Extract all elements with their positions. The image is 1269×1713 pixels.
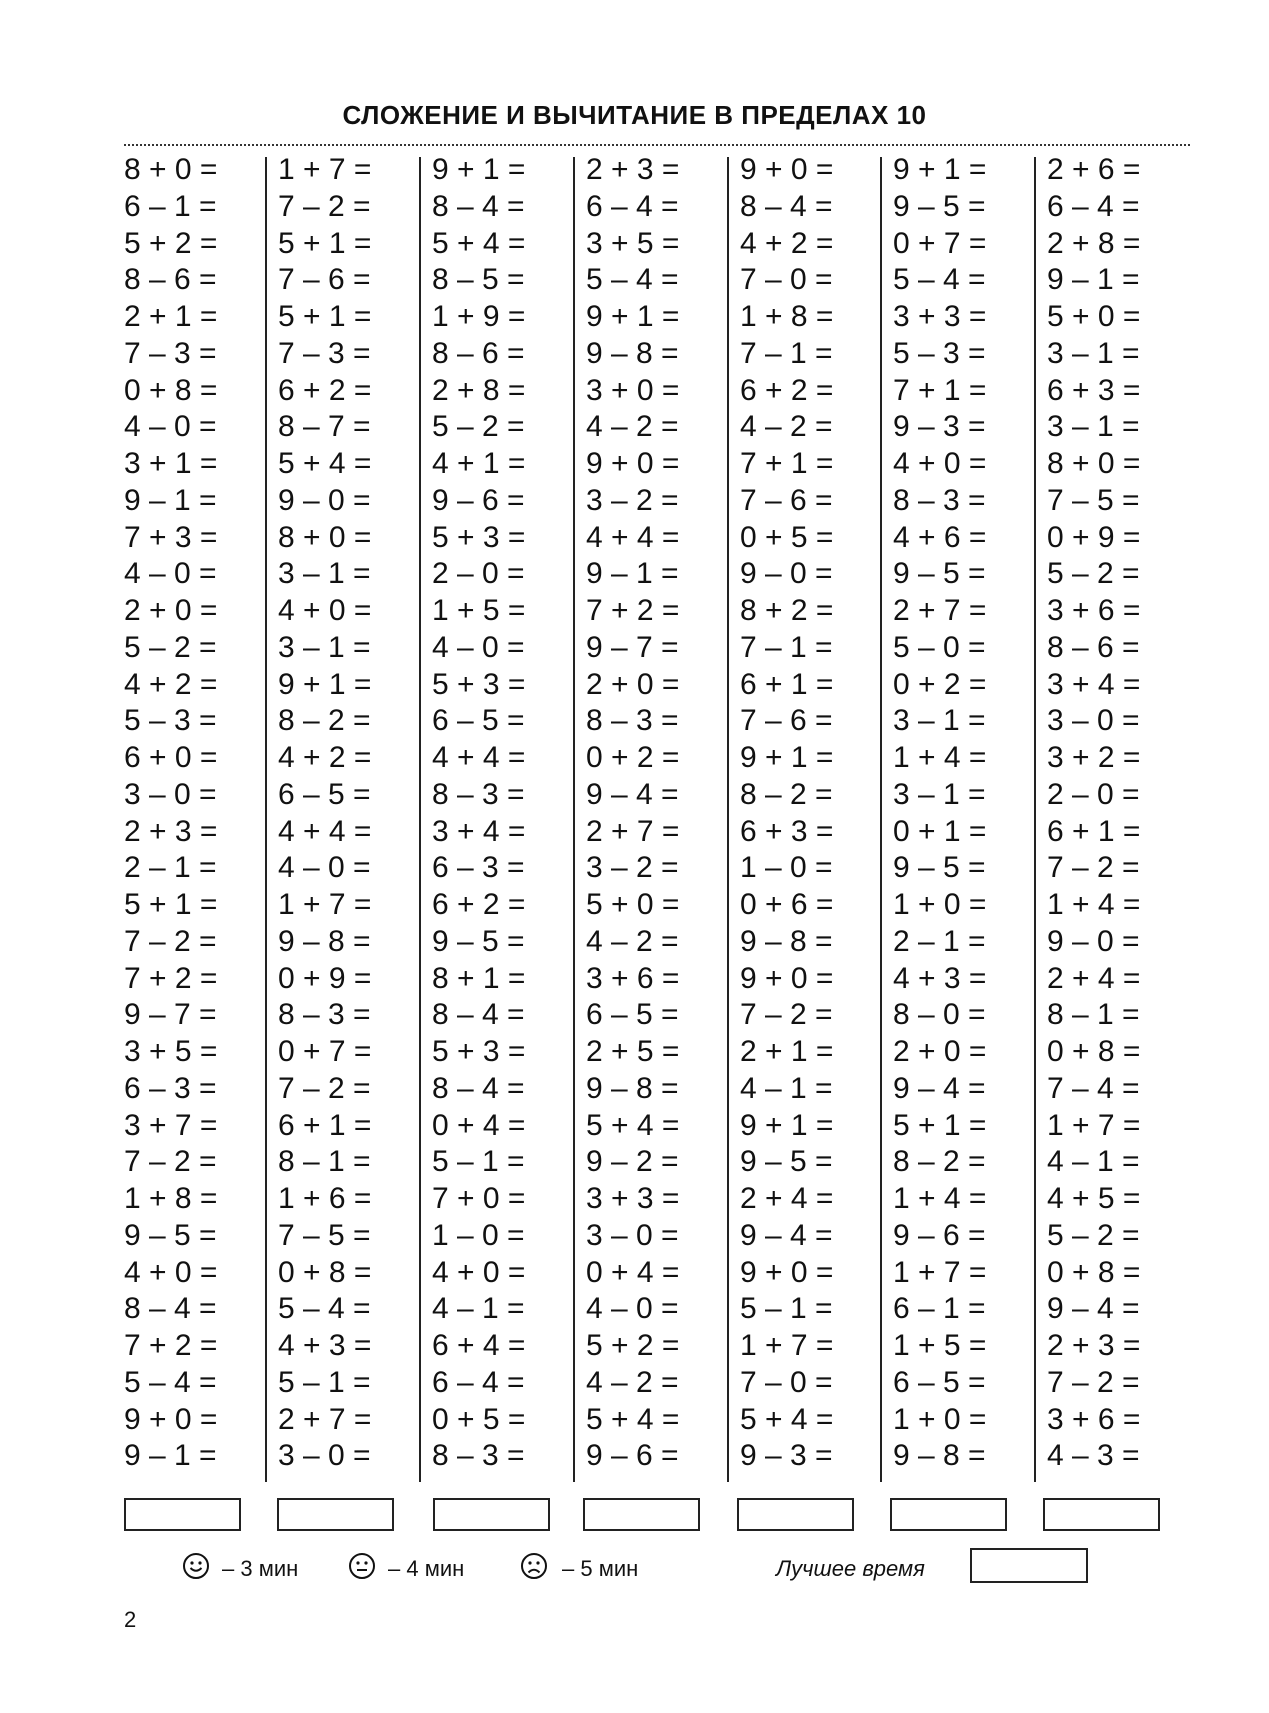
exercise-item[interactable]: 9 – 1 = bbox=[124, 1439, 217, 1473]
exercise-item[interactable]: 2 – 1 = bbox=[124, 851, 217, 885]
exercise-item[interactable]: 8 + 2 = bbox=[740, 594, 834, 627]
exercise-item[interactable]: 9 + 0 = bbox=[740, 961, 834, 995]
exercise-item[interactable]: 9 + 1 = bbox=[740, 741, 834, 774]
exercise-item[interactable]: 5 – 4 = bbox=[278, 1292, 371, 1326]
exercise-item[interactable]: 7 – 3 = bbox=[278, 336, 371, 370]
exercise-item[interactable]: 9 + 1 = bbox=[586, 300, 680, 333]
exercise-item[interactable]: 9 – 8 = bbox=[740, 924, 833, 958]
exercise-item[interactable]: 4 – 0 = bbox=[278, 851, 371, 885]
exercise-item[interactable]: 5 – 2 = bbox=[124, 630, 217, 664]
exercise-item[interactable]: 1 + 7 = bbox=[740, 1329, 834, 1362]
exercise-item[interactable]: 5 – 2 = bbox=[1047, 557, 1140, 591]
exercise-item[interactable]: 0 + 4 = bbox=[432, 1108, 526, 1142]
exercise-item[interactable]: 8 – 4 = bbox=[432, 189, 525, 223]
exercise-item[interactable]: 2 + 7 = bbox=[893, 594, 987, 627]
exercise-item[interactable]: 1 + 5 = bbox=[893, 1329, 987, 1362]
exercise-item[interactable]: 8 – 4 = bbox=[432, 998, 525, 1032]
exercise-item[interactable]: 5 + 2 = bbox=[124, 226, 218, 260]
exercise-item[interactable]: 6 – 4 = bbox=[586, 189, 679, 223]
page-number: 2 bbox=[124, 1607, 137, 1632]
exercise-item[interactable]: 4 + 0 = bbox=[432, 1255, 526, 1289]
exercise-item[interactable]: 3 + 3 = bbox=[586, 1182, 680, 1215]
neutral-face-icon bbox=[348, 1552, 376, 1580]
exercise-item[interactable]: 7 – 2 = bbox=[740, 998, 833, 1032]
exercise-item[interactable]: 2 + 8 = bbox=[1047, 226, 1141, 260]
exercise-item[interactable]: 1 – 0 = bbox=[432, 1218, 525, 1252]
exercise-item[interactable]: 7 – 5 = bbox=[1047, 483, 1140, 517]
exercise-item[interactable]: 3 – 1 = bbox=[893, 777, 986, 811]
exercise-item[interactable]: 7 – 2 = bbox=[1047, 1365, 1140, 1399]
exercise-item[interactable]: 9 – 5 = bbox=[740, 1145, 833, 1179]
exercise-item[interactable]: 0 + 5 = bbox=[432, 1402, 526, 1436]
exercise-item[interactable]: 1 – 0 = bbox=[740, 851, 833, 885]
exercise-item[interactable]: 9 – 6 = bbox=[893, 1218, 986, 1252]
exercise-item[interactable]: 2 + 0 = bbox=[124, 594, 218, 627]
exercise-item[interactable]: 3 – 1 = bbox=[1047, 410, 1140, 444]
exercise-item[interactable]: 9 – 4 = bbox=[893, 1071, 986, 1105]
exercise-item[interactable]: 1 + 0 = bbox=[893, 1402, 987, 1436]
exercise-item[interactable]: 6 + 4 = bbox=[432, 1329, 526, 1362]
exercise-item[interactable]: 0 + 1 = bbox=[893, 814, 987, 848]
exercise-item[interactable]: 8 – 0 = bbox=[893, 998, 986, 1032]
exercise-item[interactable]: 8 + 1 = bbox=[432, 961, 526, 995]
exercise-item[interactable]: 4 – 2 = bbox=[586, 410, 679, 444]
exercise-item[interactable]: 3 + 6 = bbox=[1047, 594, 1141, 627]
exercise-item[interactable]: 2 + 0 = bbox=[586, 667, 680, 701]
exercise-item[interactable]: 5 + 2 = bbox=[586, 1329, 680, 1362]
exercise-item[interactable]: 9 – 7 = bbox=[586, 630, 679, 664]
exercise-item[interactable]: 7 + 1 = bbox=[740, 447, 834, 480]
exercise-item[interactable]: 7 + 2 = bbox=[124, 1329, 218, 1362]
exercise-item[interactable]: 3 – 1 = bbox=[278, 630, 371, 664]
exercise-item[interactable]: 5 – 2 = bbox=[1047, 1218, 1140, 1252]
exercise-item[interactable]: 5 + 0 = bbox=[1047, 300, 1141, 333]
exercise-item[interactable]: 2 + 4 = bbox=[1047, 961, 1141, 995]
column-separator bbox=[727, 157, 729, 1482]
exercise-item[interactable]: 6 – 5 = bbox=[586, 998, 679, 1032]
exercise-item[interactable]: 9 + 1 = bbox=[432, 153, 526, 186]
exercise-item[interactable]: 6 – 5 = bbox=[278, 777, 371, 811]
column-separator bbox=[419, 157, 421, 1482]
exercise-item[interactable]: 4 + 3 = bbox=[278, 1329, 372, 1362]
exercise-item[interactable]: 8 + 0 = bbox=[278, 520, 372, 554]
exercise-item[interactable]: 4 – 0 = bbox=[124, 557, 217, 591]
exercise-item[interactable]: 8 – 2 = bbox=[893, 1145, 986, 1179]
exercise-item[interactable]: 3 + 4 = bbox=[432, 814, 526, 848]
column-separator bbox=[880, 157, 882, 1482]
exercise-item[interactable]: 8 – 4 = bbox=[432, 1071, 525, 1105]
exercise-item[interactable]: 8 – 3 = bbox=[432, 1439, 525, 1473]
exercise-item[interactable]: 6 – 3 = bbox=[124, 1071, 217, 1105]
exercise-item[interactable]: 8 – 1 = bbox=[278, 1145, 371, 1179]
exercise-item[interactable]: 4 – 1 = bbox=[432, 1292, 525, 1326]
exercise-item[interactable]: 1 + 7 = bbox=[278, 888, 372, 921]
exercise-item[interactable]: 9 – 5 = bbox=[893, 851, 986, 885]
exercise-item[interactable]: 4 + 0 = bbox=[278, 594, 372, 627]
exercise-item[interactable]: 9 + 0 = bbox=[124, 1402, 218, 1436]
exercise-item[interactable]: 5 + 3 = bbox=[432, 520, 526, 554]
exercise-item[interactable]: 4 – 0 = bbox=[124, 410, 217, 444]
exercise-item[interactable]: 9 + 0 = bbox=[586, 447, 680, 480]
exercise-item[interactable]: 5 + 4 = bbox=[586, 1108, 680, 1142]
exercise-item[interactable]: 8 – 6 = bbox=[1047, 630, 1140, 664]
exercise-item[interactable]: 4 – 1 = bbox=[740, 1071, 833, 1105]
exercise-item[interactable]: 3 + 1 = bbox=[124, 447, 218, 480]
exercise-item[interactable]: 2 – 1 = bbox=[893, 924, 986, 958]
exercise-item[interactable]: 7 – 0 = bbox=[740, 1365, 833, 1399]
exercise-item[interactable]: 8 – 3 = bbox=[278, 998, 371, 1032]
exercise-item[interactable]: 6 + 2 = bbox=[432, 888, 526, 921]
exercise-item[interactable]: 2 + 7 = bbox=[278, 1402, 372, 1436]
exercise-item[interactable]: 3 – 0 = bbox=[124, 777, 217, 811]
exercise-item[interactable]: 7 + 1 = bbox=[893, 373, 987, 407]
exercise-item[interactable]: 4 + 2 = bbox=[278, 741, 372, 774]
exercise-item[interactable]: 7 – 6 = bbox=[740, 704, 833, 738]
exercise-item[interactable]: 9 – 8 = bbox=[278, 924, 371, 958]
exercise-item[interactable]: 4 + 2 = bbox=[740, 226, 834, 260]
exercise-item[interactable]: 9 – 2 = bbox=[586, 1145, 679, 1179]
exercise-item[interactable]: 8 – 3 = bbox=[586, 704, 679, 738]
exercise-item[interactable]: 8 – 2 = bbox=[740, 777, 833, 811]
exercise-item[interactable]: 8 – 7 = bbox=[278, 410, 371, 444]
exercise-item[interactable]: 4 + 0 = bbox=[124, 1255, 218, 1289]
exercise-item[interactable]: 4 + 6 = bbox=[893, 520, 987, 554]
exercise-item[interactable]: 9 – 0 = bbox=[1047, 924, 1140, 958]
exercise-item[interactable]: 4 + 2 = bbox=[124, 667, 218, 701]
time-legend bbox=[0, 1548, 1269, 1598]
exercise-item[interactable]: 5 + 3 = bbox=[432, 667, 526, 701]
exercise-item[interactable]: 6 + 1 = bbox=[278, 1108, 372, 1142]
exercise-item[interactable]: 1 + 0 = bbox=[893, 888, 987, 921]
exercise-item[interactable]: 5 – 1 = bbox=[740, 1292, 833, 1326]
exercise-item[interactable]: 0 + 5 = bbox=[740, 520, 834, 554]
exercise-item[interactable]: 5 + 1 = bbox=[278, 226, 372, 260]
exercise-item[interactable]: 7 + 2 = bbox=[124, 961, 218, 995]
exercise-item[interactable]: 8 + 0 = bbox=[1047, 447, 1141, 480]
exercise-item[interactable]: 9 – 1 = bbox=[1047, 263, 1140, 297]
exercise-item[interactable]: 8 – 5 = bbox=[432, 263, 525, 297]
exercise-item[interactable]: 9 – 8 = bbox=[586, 1071, 679, 1105]
exercise-item[interactable]: 7 – 4 = bbox=[1047, 1071, 1140, 1105]
exercise-item[interactable]: 6 – 3 = bbox=[432, 851, 525, 885]
exercise-item[interactable]: 3 – 0 = bbox=[278, 1439, 371, 1473]
frown-face-icon bbox=[520, 1552, 548, 1580]
exercise-item[interactable]: 5 + 1 = bbox=[124, 888, 218, 921]
exercise-item[interactable]: 4 + 4 = bbox=[432, 741, 526, 774]
exercise-item[interactable]: 1 + 5 = bbox=[432, 594, 526, 627]
exercise-item[interactable]: 2 + 3 = bbox=[586, 153, 680, 186]
page-title: СЛОЖЕНИЕ И ВЫЧИТАНИЕ В ПРЕДЕЛАХ 10 bbox=[342, 100, 927, 130]
exercise-item[interactable]: 5 – 4 = bbox=[586, 263, 679, 297]
exercise-item[interactable]: 7 – 6 = bbox=[278, 263, 371, 297]
exercise-item[interactable]: 0 + 2 = bbox=[893, 667, 987, 701]
best-time-label: Лучшее время bbox=[776, 1556, 925, 1581]
exercise-item[interactable]: 2 + 3 = bbox=[1047, 1329, 1141, 1362]
exercise-item[interactable]: 9 – 4 = bbox=[740, 1218, 833, 1252]
exercise-item[interactable]: 7 + 3 = bbox=[124, 520, 218, 554]
column-time-box[interactable] bbox=[277, 1498, 394, 1531]
exercise-item[interactable]: 6 – 1 = bbox=[124, 189, 217, 223]
exercise-item[interactable]: 3 + 6 = bbox=[1047, 1402, 1141, 1436]
exercise-item[interactable]: 9 + 0 = bbox=[740, 153, 834, 186]
exercise-item[interactable]: 5 – 1 = bbox=[432, 1145, 525, 1179]
exercise-item[interactable]: 7 – 5 = bbox=[278, 1218, 371, 1252]
exercise-item[interactable]: 9 – 6 = bbox=[586, 1439, 679, 1473]
exercise-item[interactable]: 1 + 4 = bbox=[893, 741, 987, 774]
exercise-item[interactable]: 9 – 4 = bbox=[586, 777, 679, 811]
exercise-item[interactable]: 0 + 6 = bbox=[740, 888, 834, 921]
exercise-item[interactable]: 6 – 5 = bbox=[432, 704, 525, 738]
column-time-box[interactable] bbox=[124, 1498, 241, 1531]
exercise-item[interactable]: 3 – 1 = bbox=[1047, 336, 1140, 370]
legend-text-5min: – 5 мин bbox=[562, 1556, 639, 1581]
exercise-item[interactable]: 2 – 0 = bbox=[1047, 777, 1140, 811]
exercise-item[interactable]: 2 + 7 = bbox=[586, 814, 680, 848]
exercise-item[interactable]: 7 – 2 = bbox=[278, 189, 371, 223]
exercise-item[interactable]: 8 – 3 = bbox=[893, 483, 986, 517]
column-time-box[interactable] bbox=[737, 1498, 854, 1531]
exercise-item[interactable]: 6 + 0 = bbox=[124, 741, 218, 774]
exercise-item[interactable]: 7 – 2 = bbox=[124, 1145, 217, 1179]
exercise-item[interactable]: 1 + 8 = bbox=[124, 1182, 218, 1215]
exercise-item[interactable]: 3 – 2 = bbox=[586, 483, 679, 517]
exercise-item[interactable]: 3 + 0 = bbox=[586, 373, 680, 407]
exercise-item[interactable]: 3 + 5 = bbox=[586, 226, 680, 260]
exercise-item[interactable]: 5 + 4 = bbox=[432, 226, 526, 260]
exercise-item[interactable]: 8 – 3 = bbox=[432, 777, 525, 811]
exercise-item[interactable]: 8 – 6 = bbox=[432, 336, 525, 370]
exercise-item[interactable]: 9 – 1 = bbox=[124, 483, 217, 517]
exercise-item[interactable]: 0 + 7 = bbox=[278, 1035, 372, 1068]
exercise-item[interactable]: 4 – 1 = bbox=[1047, 1145, 1140, 1179]
exercise-item[interactable]: 2 + 0 = bbox=[893, 1035, 987, 1068]
exercise-item[interactable]: 9 – 3 = bbox=[893, 410, 986, 444]
exercise-item[interactable]: 9 – 8 = bbox=[893, 1439, 986, 1473]
exercise-item[interactable]: 3 – 1 = bbox=[893, 704, 986, 738]
exercise-item[interactable]: 0 + 9 = bbox=[1047, 520, 1141, 554]
exercise-item[interactable]: 9 – 6 = bbox=[432, 483, 525, 517]
exercise-item[interactable]: 9 – 0 = bbox=[740, 557, 833, 591]
exercise-item[interactable]: 4 – 2 = bbox=[586, 924, 679, 958]
exercise-item[interactable]: 3 + 7 = bbox=[124, 1108, 218, 1142]
best-time-box[interactable] bbox=[970, 1548, 1088, 1583]
exercise-item[interactable]: 4 + 1 = bbox=[432, 447, 526, 480]
column-separator bbox=[1034, 157, 1036, 1482]
exercise-item[interactable]: 2 + 3 = bbox=[124, 814, 218, 848]
exercise-item[interactable]: 8 – 4 = bbox=[740, 189, 833, 223]
exercise-item[interactable]: 9 + 0 = bbox=[740, 1255, 834, 1289]
exercise-item[interactable]: 7 + 2 = bbox=[586, 594, 680, 627]
exercise-item[interactable]: 4 – 2 = bbox=[740, 410, 833, 444]
exercise-item[interactable]: 6 – 5 = bbox=[893, 1365, 986, 1399]
exercise-item[interactable]: 9 + 1 = bbox=[278, 667, 372, 701]
exercise-item[interactable]: 3 + 3 = bbox=[893, 300, 987, 333]
exercise-item[interactable]: 6 + 3 = bbox=[740, 814, 834, 848]
exercise-item[interactable]: 9 – 8 = bbox=[586, 336, 679, 370]
exercise-item[interactable]: 9 – 5 = bbox=[893, 189, 986, 223]
exercise-item[interactable]: 6 + 1 = bbox=[1047, 814, 1141, 848]
exercise-item[interactable]: 9 – 7 = bbox=[124, 998, 217, 1032]
exercise-item[interactable]: 7 – 2 = bbox=[1047, 851, 1140, 885]
exercise-item[interactable]: 3 + 5 = bbox=[124, 1035, 218, 1068]
exercise-item[interactable]: 8 + 0 = bbox=[124, 153, 218, 186]
exercise-item[interactable]: 5 + 1 = bbox=[278, 300, 372, 333]
exercise-item[interactable]: 8 – 4 = bbox=[124, 1292, 217, 1326]
exercise-item[interactable]: 7 – 2 = bbox=[124, 924, 217, 958]
exercise-item[interactable]: 5 – 0 = bbox=[893, 630, 986, 664]
exercise-item[interactable]: 6 – 4 = bbox=[1047, 189, 1140, 223]
column-time-box[interactable] bbox=[890, 1498, 1007, 1531]
exercise-item[interactable]: 6 + 3 = bbox=[1047, 373, 1141, 407]
exercise-item[interactable]: 6 + 2 = bbox=[278, 373, 372, 407]
exercise-item[interactable]: 4 – 3 = bbox=[1047, 1439, 1140, 1473]
exercise-item[interactable]: 7 + 0 = bbox=[432, 1182, 526, 1215]
exercise-item[interactable]: 0 + 4 = bbox=[586, 1255, 680, 1289]
exercise-item[interactable]: 5 – 2 = bbox=[432, 410, 525, 444]
exercise-item[interactable]: 7 – 0 = bbox=[740, 263, 833, 297]
exercise-item[interactable]: 5 + 3 = bbox=[432, 1035, 526, 1068]
column-time-box[interactable] bbox=[433, 1498, 550, 1531]
exercise-item[interactable]: 4 + 3 = bbox=[893, 961, 987, 995]
exercise-item[interactable]: 5 – 1 = bbox=[278, 1365, 371, 1399]
exercise-item[interactable]: 0 + 2 = bbox=[586, 741, 680, 774]
exercise-item[interactable]: 6 + 1 = bbox=[740, 667, 834, 701]
exercise-item[interactable]: 9 + 1 = bbox=[740, 1108, 834, 1142]
exercise-item[interactable]: 9 + 1 = bbox=[893, 153, 987, 186]
exercise-item[interactable]: 9 – 4 = bbox=[1047, 1292, 1140, 1326]
exercise-item[interactable]: 1 + 7 = bbox=[893, 1255, 987, 1289]
exercise-item[interactable]: 7 – 1 = bbox=[740, 336, 833, 370]
exercise-item[interactable]: 4 – 0 = bbox=[586, 1292, 679, 1326]
exercise-item[interactable]: 9 – 5 = bbox=[432, 924, 525, 958]
exercise-item[interactable]: 3 – 1 = bbox=[278, 557, 371, 591]
exercise-item[interactable]: 4 – 0 = bbox=[432, 630, 525, 664]
exercise-item[interactable]: 0 + 9 = bbox=[278, 961, 372, 995]
exercise-item[interactable]: 3 + 4 = bbox=[1047, 667, 1141, 701]
exercise-item[interactable]: 9 – 0 = bbox=[278, 483, 371, 517]
exercise-item[interactable]: 9 – 1 = bbox=[586, 557, 679, 591]
exercise-item[interactable]: 5 + 0 = bbox=[586, 888, 680, 921]
exercise-item[interactable]: 5 + 4 = bbox=[740, 1402, 834, 1436]
exercise-item[interactable]: 0 + 8 = bbox=[124, 373, 218, 407]
exercise-item[interactable]: 6 – 1 = bbox=[893, 1292, 986, 1326]
column-separator bbox=[573, 157, 575, 1482]
exercise-item[interactable]: 7 – 2 = bbox=[278, 1071, 371, 1105]
exercise-item[interactable]: 2 + 6 = bbox=[1047, 153, 1141, 186]
exercise-item[interactable]: 9 – 3 = bbox=[740, 1439, 833, 1473]
exercise-item[interactable]: 2 + 4 = bbox=[740, 1182, 834, 1215]
exercise-item[interactable]: 0 + 8 = bbox=[1047, 1035, 1141, 1068]
exercise-item[interactable]: 5 – 4 = bbox=[124, 1365, 217, 1399]
exercise-item[interactable]: 1 + 7 = bbox=[278, 153, 372, 186]
exercise-item[interactable]: 9 – 5 = bbox=[893, 557, 986, 591]
exercise-item[interactable]: 5 – 3 = bbox=[124, 704, 217, 738]
exercise-item[interactable]: 2 + 8 = bbox=[432, 373, 526, 407]
exercise-item[interactable]: 2 + 5 = bbox=[586, 1035, 680, 1068]
exercise-item[interactable]: 4 – 2 = bbox=[586, 1365, 679, 1399]
exercise-item[interactable]: 1 + 9 = bbox=[432, 300, 526, 333]
exercise-item[interactable]: 3 – 0 = bbox=[586, 1218, 679, 1252]
exercise-item[interactable]: 4 + 0 = bbox=[893, 447, 987, 480]
exercise-item[interactable]: 4 + 4 = bbox=[278, 814, 372, 848]
column-time-box[interactable] bbox=[583, 1498, 700, 1531]
exercise-item[interactable]: 0 + 8 = bbox=[278, 1255, 372, 1289]
exercise-item[interactable]: 8 – 6 = bbox=[124, 263, 217, 297]
exercise-item[interactable]: 2 + 1 = bbox=[740, 1035, 834, 1068]
exercise-item[interactable]: 1 + 6 = bbox=[278, 1182, 372, 1215]
exercise-item[interactable]: 8 – 2 = bbox=[278, 704, 371, 738]
exercise-item[interactable]: 3 – 2 = bbox=[586, 851, 679, 885]
exercise-item[interactable]: 2 – 0 = bbox=[432, 557, 525, 591]
exercise-item[interactable]: 5 + 1 = bbox=[893, 1108, 987, 1142]
exercise-item[interactable]: 1 + 8 = bbox=[740, 300, 834, 333]
exercise-item[interactable]: 0 + 7 = bbox=[893, 226, 987, 260]
exercise-item[interactable]: 2 + 1 = bbox=[124, 300, 218, 333]
exercise-item[interactable]: 3 + 6 = bbox=[586, 961, 680, 995]
exercise-item[interactable]: 4 + 5 = bbox=[1047, 1182, 1141, 1215]
legend-text-4min: – 4 мин bbox=[388, 1556, 465, 1581]
exercise-item[interactable]: 3 – 0 = bbox=[1047, 704, 1140, 738]
exercise-item[interactable]: 1 + 7 = bbox=[1047, 1108, 1141, 1142]
exercise-item[interactable]: 5 + 4 = bbox=[278, 447, 372, 480]
exercise-item[interactable]: 0 + 8 = bbox=[1047, 1255, 1141, 1289]
exercise-item[interactable]: 7 – 1 = bbox=[740, 630, 833, 664]
legend-text-3min: – 3 мин bbox=[222, 1556, 299, 1581]
exercise-item[interactable]: 8 – 1 = bbox=[1047, 998, 1140, 1032]
exercise-item[interactable]: 7 – 3 = bbox=[124, 336, 217, 370]
column-separator bbox=[265, 157, 267, 1482]
exercise-item[interactable]: 4 + 4 = bbox=[586, 520, 680, 554]
exercise-item[interactable]: 5 – 3 = bbox=[893, 336, 986, 370]
exercise-item[interactable]: 3 + 2 = bbox=[1047, 741, 1141, 774]
exercise-item[interactable]: 7 – 6 = bbox=[740, 483, 833, 517]
exercise-item[interactable]: 6 – 4 = bbox=[432, 1365, 525, 1399]
exercise-item[interactable]: 6 + 2 = bbox=[740, 373, 834, 407]
exercise-item[interactable]: 5 – 4 = bbox=[893, 263, 986, 297]
exercise-item[interactable]: 5 + 4 = bbox=[586, 1402, 680, 1436]
exercise-item[interactable]: 1 + 4 = bbox=[1047, 888, 1141, 921]
column-time-box[interactable] bbox=[1043, 1498, 1160, 1531]
smile-face-icon bbox=[182, 1552, 210, 1580]
exercise-item[interactable]: 1 + 4 = bbox=[893, 1182, 987, 1215]
exercise-item[interactable]: 9 – 5 = bbox=[124, 1218, 217, 1252]
